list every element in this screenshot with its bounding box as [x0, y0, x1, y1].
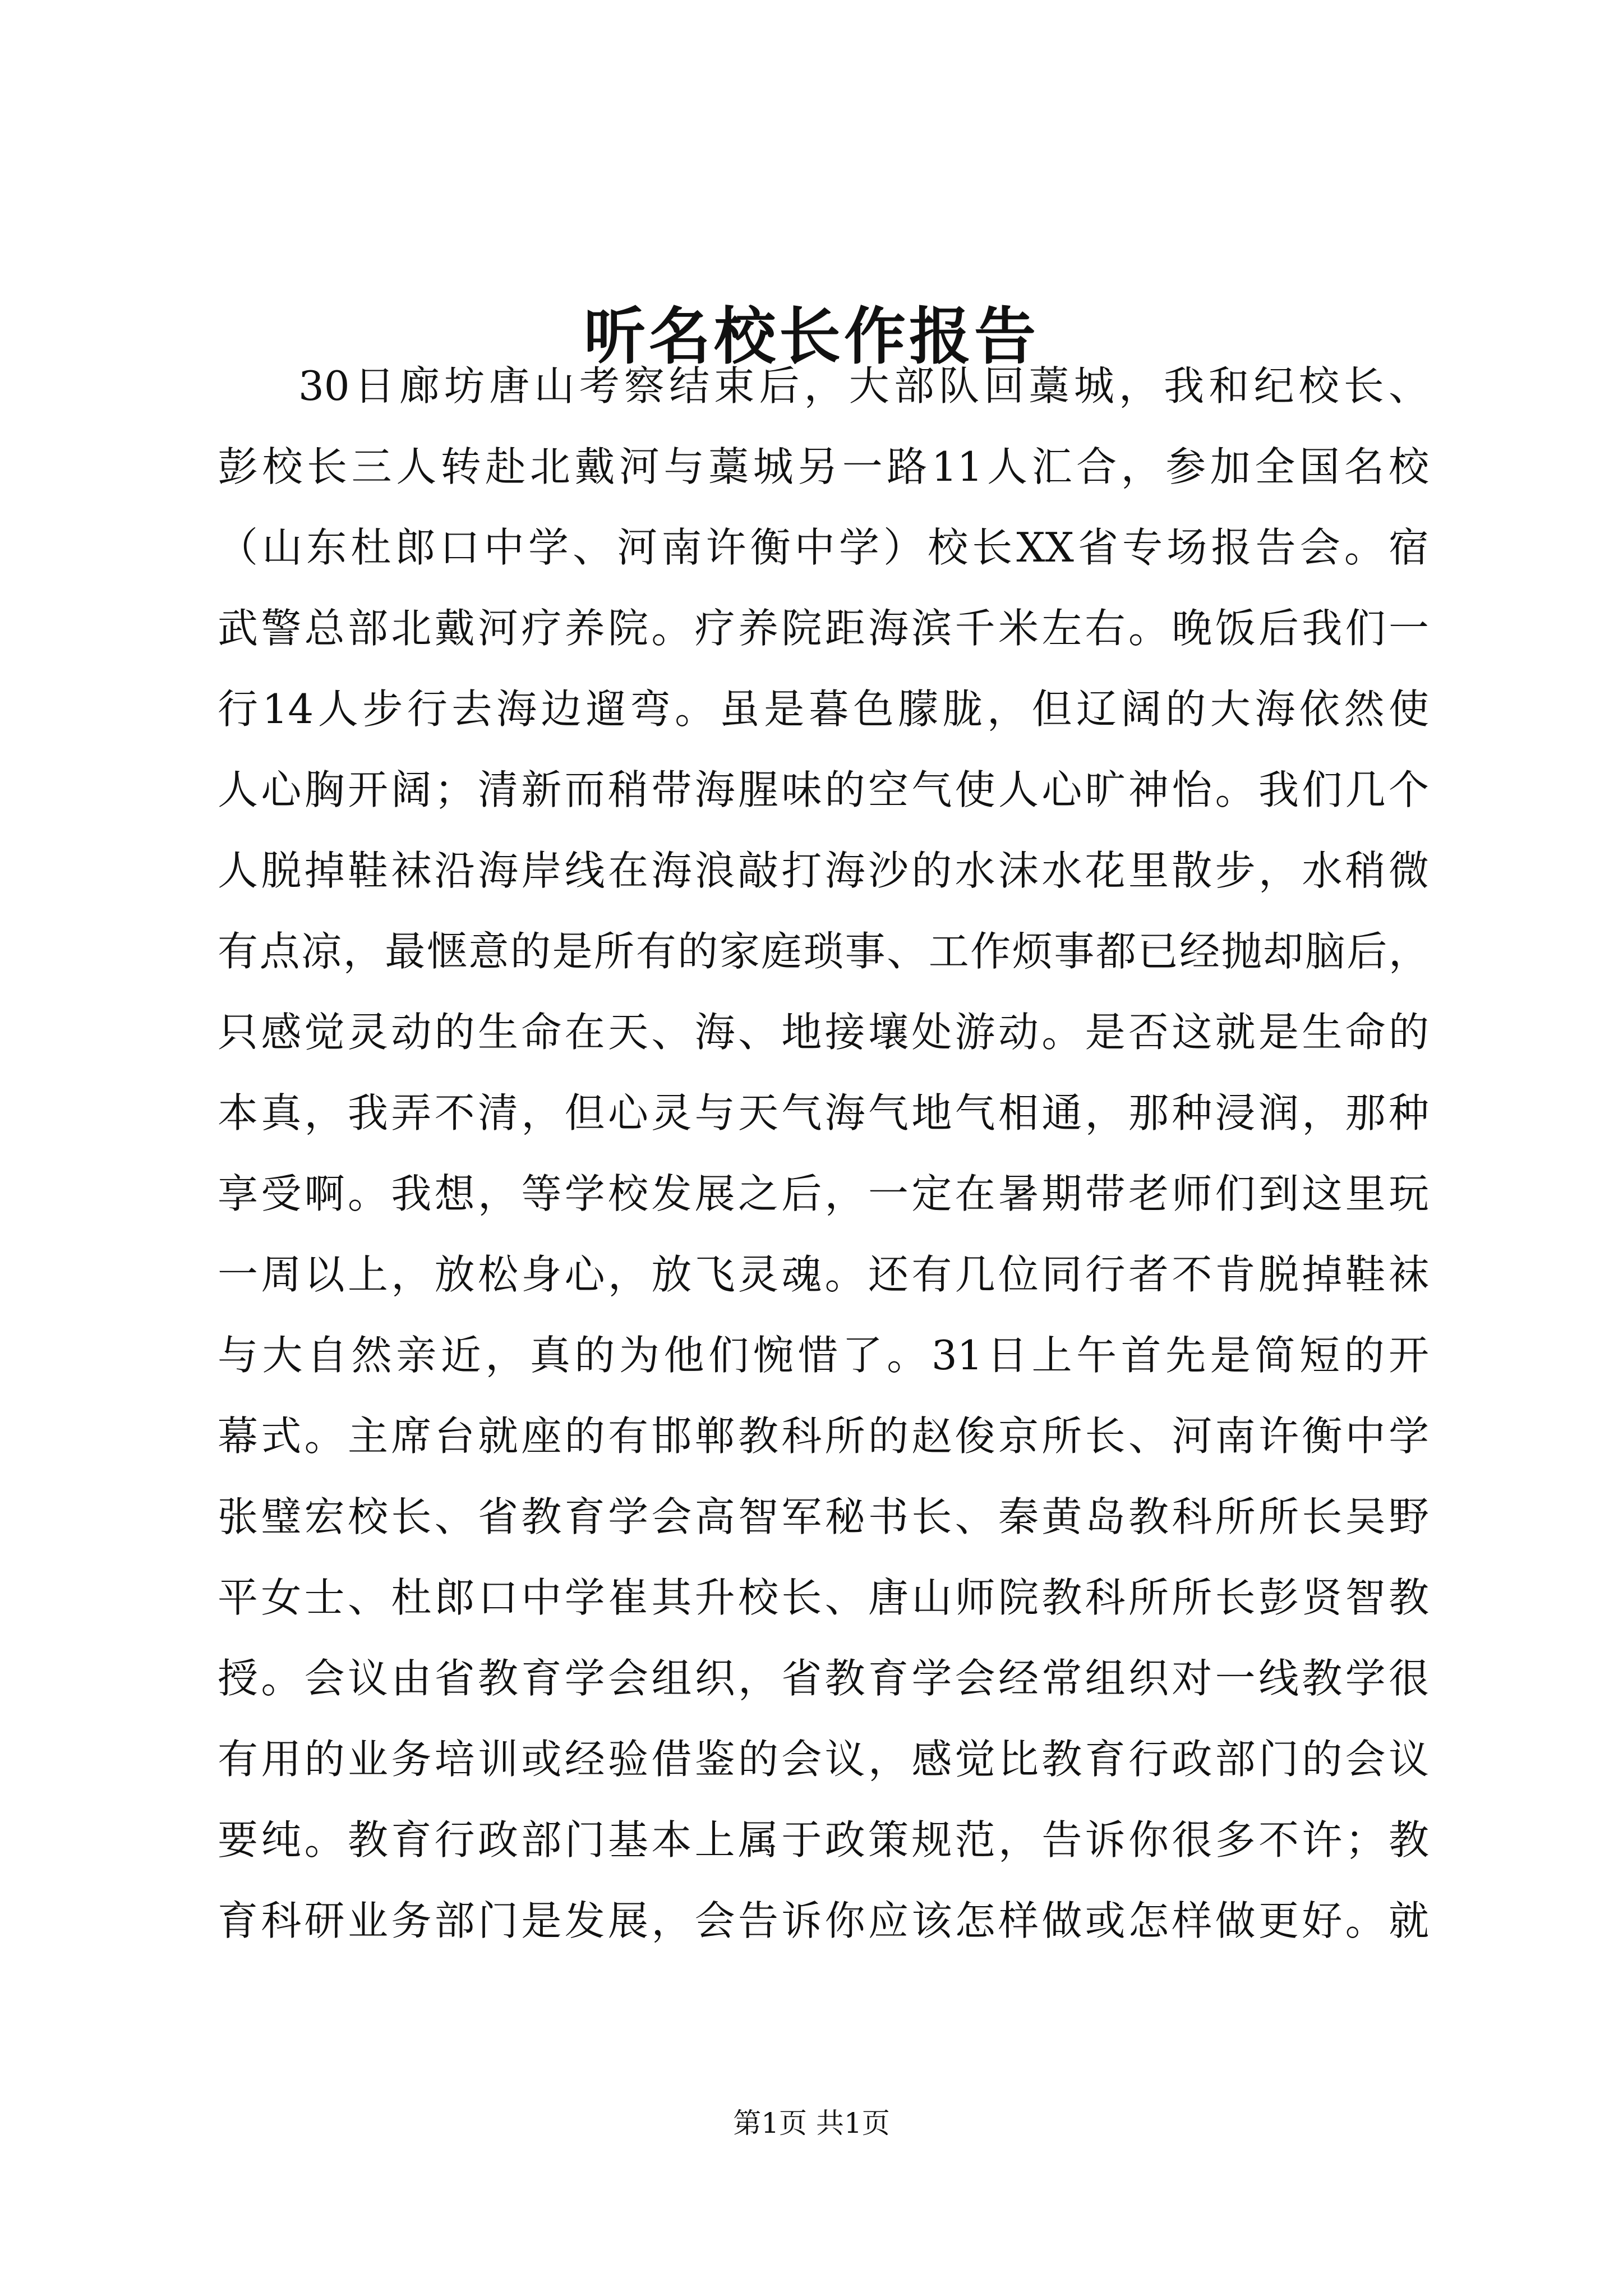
body-line: 平女士、杜郎口中学崔其升校长、唐山师院教科所所长彭贤智教: [218, 1574, 1429, 1621]
body-line: 彭校长三人转赴北戴河与藁城另一路11人汇合，参加全国名校: [218, 443, 1429, 490]
body-line: 人心胸开阔；清新而稍带海腥味的空气使人心旷神怡。我们几个: [218, 766, 1429, 813]
document-title: 听名校长作报告: [584, 300, 1039, 372]
body-line: 授。会议由省教育学会组织，省教育学会经常组织对一线教学很: [218, 1655, 1429, 1702]
body-line: 有点凉，最惬意的是所有的家庭琐事、工作烦事都已经抛却脑后，: [218, 928, 1429, 975]
body-line: 只感觉灵动的生命在天、海、地接壤处游动。是否这就是生命的: [218, 1009, 1429, 1056]
body-line: 有用的业务培训或经验借鉴的会议，感觉比教育行政部门的会议: [218, 1736, 1429, 1783]
body-line: 育科研业务部门是发展，会告诉你应该怎样做或怎样做更好。就: [218, 1897, 1429, 1944]
body-line: 人脱掉鞋袜沿海岸线在海浪敲打海沙的水沫水花里散步，水稍微: [218, 847, 1429, 894]
body-line: 一周以上，放松身心，放飞灵魂。还有几位同行者不肯脱掉鞋袜: [218, 1251, 1429, 1298]
body-line: 张璧宏校长、省教育学会高智军秘书长、秦黄岛教科所所长吴野: [218, 1493, 1429, 1540]
body-line: （山东杜郎口中学、河南许衡中学）校长XX省专场报告会。宿: [218, 524, 1429, 571]
page-number-footer: 第1页 共1页: [733, 2107, 890, 2139]
body-line: 要纯。教育行政部门基本上属于政策规范，告诉你很多不许；教: [218, 1816, 1429, 1864]
body-line: 武警总部北戴河疗养院。疗养院距海滨千米左右。晚饭后我们一: [218, 605, 1429, 652]
body-line: 与大自然亲近，真的为他们惋惜了。31日上午首先是简短的开: [218, 1332, 1429, 1379]
body-line: 本真，我弄不清，但心灵与天气海气地气相通，那种浸润，那种: [218, 1089, 1429, 1137]
body-line: 行14人步行去海边遛弯。虽是暮色朦胧，但辽阔的大海依然使: [218, 685, 1429, 733]
body-line: 30日廊坊唐山考察结束后，大部队回藁城，我和纪校长、: [298, 362, 1429, 409]
body-line: 幕式。主席台就座的有邯郸教科所的赵俊京所长、河南许衡中学: [218, 1412, 1429, 1460]
body-line: 享受啊。我想，等学校发展之后，一定在暑期带老师们到这里玩: [218, 1170, 1429, 1217]
document-body: [218, 346, 1429, 1961]
